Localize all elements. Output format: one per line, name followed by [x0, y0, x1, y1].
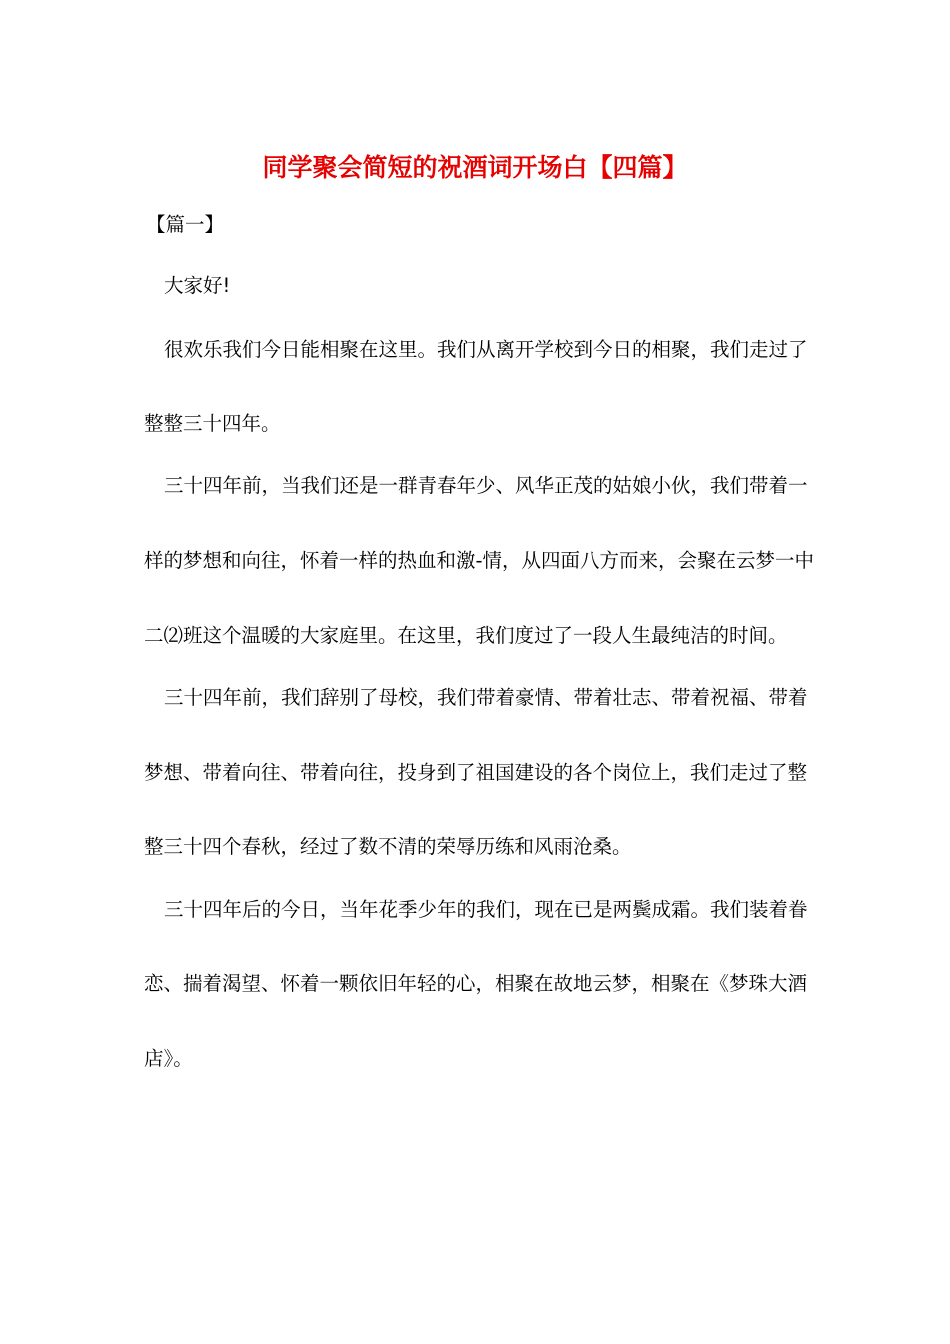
- paragraph-line: 店》。: [144, 1047, 193, 1070]
- section-label: 【篇一】: [146, 213, 225, 236]
- paragraph-line: 三十四年前，我们辞别了母校，我们带着豪情、带着壮志、带着祝福、带着: [164, 686, 808, 709]
- paragraph-line: 整三十四个春秋，经过了数不清的荣辱历练和风雨沧桑。: [144, 835, 632, 858]
- paragraph-line: 恋、揣着渴望、怀着一颗依旧年轻的心，相聚在故地云梦，相聚在《梦珠大酒: [144, 972, 808, 995]
- paragraph-line: 三十四年后的今日，当年花季少年的我们，现在已是两鬓成霜。我们装着眷: [164, 898, 808, 921]
- paragraph-line: 二⑵班这个温暖的大家庭里。在这里，我们度过了一段人生最纯洁的时间。: [144, 624, 788, 647]
- paragraph-line: 大家好!: [164, 274, 231, 297]
- paragraph-line: 很欢乐我们今日能相聚在这里。我们从离开学校到今日的相聚，我们走过了: [164, 338, 808, 361]
- paragraph-line: 样的梦想和向往，怀着一样的热血和激-情，从四面八方而来，会聚在云梦一中: [144, 549, 815, 572]
- paragraph-line: 整整三十四年。: [144, 412, 281, 435]
- paragraph-line: 三十四年前，当我们还是一群青春年少、风华正茂的姑娘小伙，我们带着一: [164, 474, 808, 497]
- document-title: 同学聚会简短的祝酒词开场白【四篇】: [262, 153, 688, 182]
- paragraph-line: 梦想、带着向往、带着向往，投身到了祖国建设的各个岗位上，我们走过了整: [144, 761, 808, 784]
